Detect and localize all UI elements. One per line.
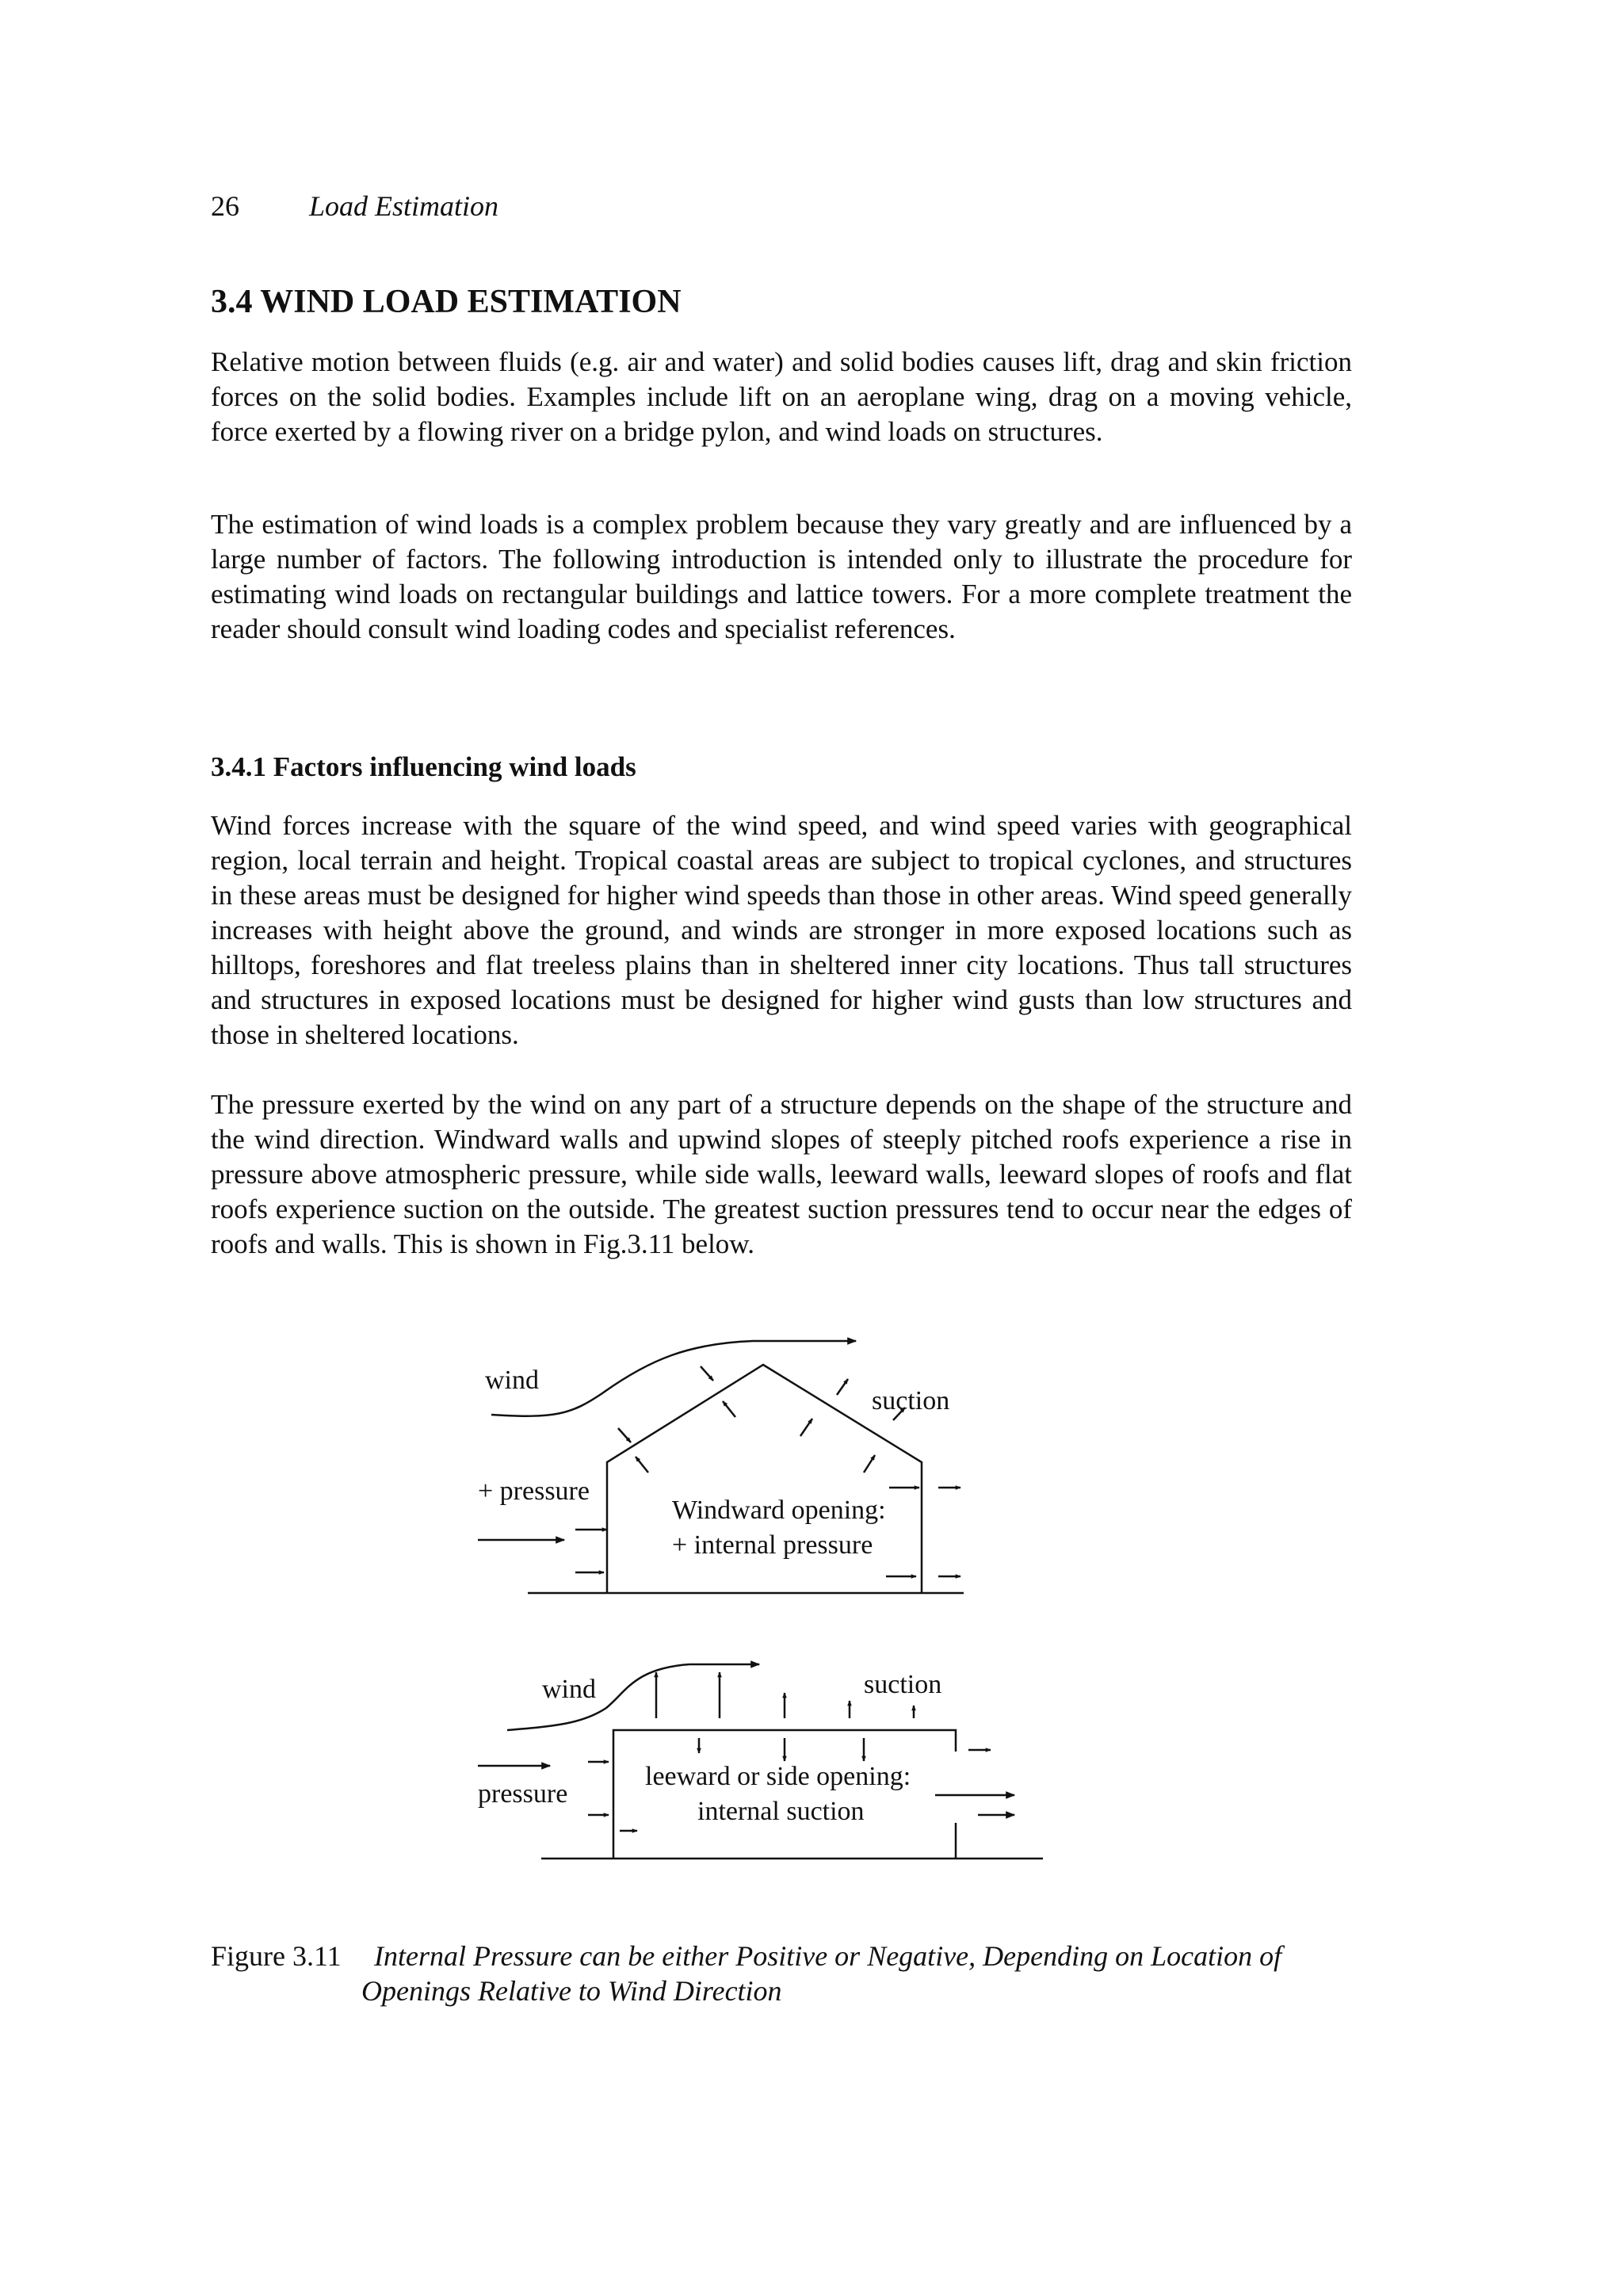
internal-pressure-arrow	[636, 1457, 648, 1473]
caption-line-2: Openings Relative to Wind Direction	[361, 1975, 782, 2007]
wind-streamline	[491, 1341, 753, 1416]
top-pressure-label: + pressure	[478, 1477, 590, 1506]
running-title: Load Estimation	[309, 190, 499, 222]
pitched-building-outline	[607, 1365, 922, 1593]
top-suction-label: suction	[872, 1386, 950, 1415]
subsection-heading: 3.4.1 Factors influencing wind loads	[211, 751, 636, 782]
paragraph: Relative motion between fluids (e.g. air and water) and solid bodies causes lift, drag and skin friction forces on the solid bodies. Examples include lift on an aeroplane wing, drag on a moving vehicle, force exerted by a flowing river on a bridge pylon, and wind loads on structures.	[211, 346, 1352, 447]
caption-label: Figure 3.11	[211, 1940, 342, 1972]
bottom-diagram	[478, 1664, 1043, 1859]
page-number: 26	[211, 190, 239, 222]
suction-arrow	[893, 1408, 905, 1420]
paragraph: The pressure exerted by the wind on any part of a structure depends on the shape of the structure and the wind direction. Windward walls and upwind slopes of steeply pitched roofs experience a rise in pressure above atmospheric pressure, while side walls, leeward walls, leeward slopes of roofs and flat roofs experience suction on the outside. The greatest suction pressures tend to occur near the edges of roofs and walls. This is shown in Fig.3.11 below.	[211, 1089, 1352, 1259]
internal-pressure-arrow	[723, 1401, 735, 1417]
caption-text: Internal Pressure can be either Positive or Negative	[374, 1940, 969, 1972]
bottom-opening-label-1: leeward or side opening:	[645, 1762, 911, 1791]
running-header	[211, 189, 498, 223]
bottom-pressure-label: pressure	[478, 1779, 568, 1809]
paragraph: Wind forces increase with the square of the wind speed, and wind speed varies with geographical region, local terrain and height. Tropical coastal areas are subject to tropical cyclones, and structures in these areas must be designed for higher wind speeds than those in other areas. Wind speed generally increases with height above the ground, and winds are stronger in more exposed locations such as hilltops, foreshores and flat treeless plains than in sheltered inner city locations. Thus tall structures and structures in exposed locations must be designed for higher wind gusts than low structures and those in sheltered locations.	[211, 810, 1352, 1050]
wind-streamline	[507, 1664, 689, 1730]
top-wind-label: wind	[485, 1366, 539, 1395]
suction-arrow	[837, 1379, 848, 1395]
roof-pressure-arrow	[618, 1428, 631, 1442]
top-opening-label-1: Windward opening:	[672, 1496, 886, 1525]
roof-pressure-arrow	[701, 1366, 713, 1381]
bottom-opening-label-2: internal suction	[697, 1797, 865, 1826]
bottom-suction-label: suction	[864, 1670, 942, 1699]
top-opening-label-2: + internal pressure	[672, 1530, 873, 1560]
figure-caption	[211, 1939, 1400, 2008]
paragraph: The estimation of wind loads is a complex problem because they vary greatly and are influenced by a large number of factors. The following introduction is intended only to illustrate the procedure for estimating wind loads on rectangular buildings and lattice towers. For a more complete treatment the reader should consult wind loading codes and specialist references.	[211, 509, 1352, 644]
internal-pressure-arrow	[800, 1419, 812, 1436]
internal-pressure-arrow	[864, 1455, 875, 1473]
flat-building-outline	[613, 1730, 956, 1859]
caption-text-continuation: , Depending on Location of	[968, 1940, 1282, 1972]
top-diagram	[478, 1341, 964, 1593]
section-heading: 3.4 WIND LOAD ESTIMATION	[211, 284, 682, 320]
bottom-wind-label: wind	[542, 1675, 596, 1704]
